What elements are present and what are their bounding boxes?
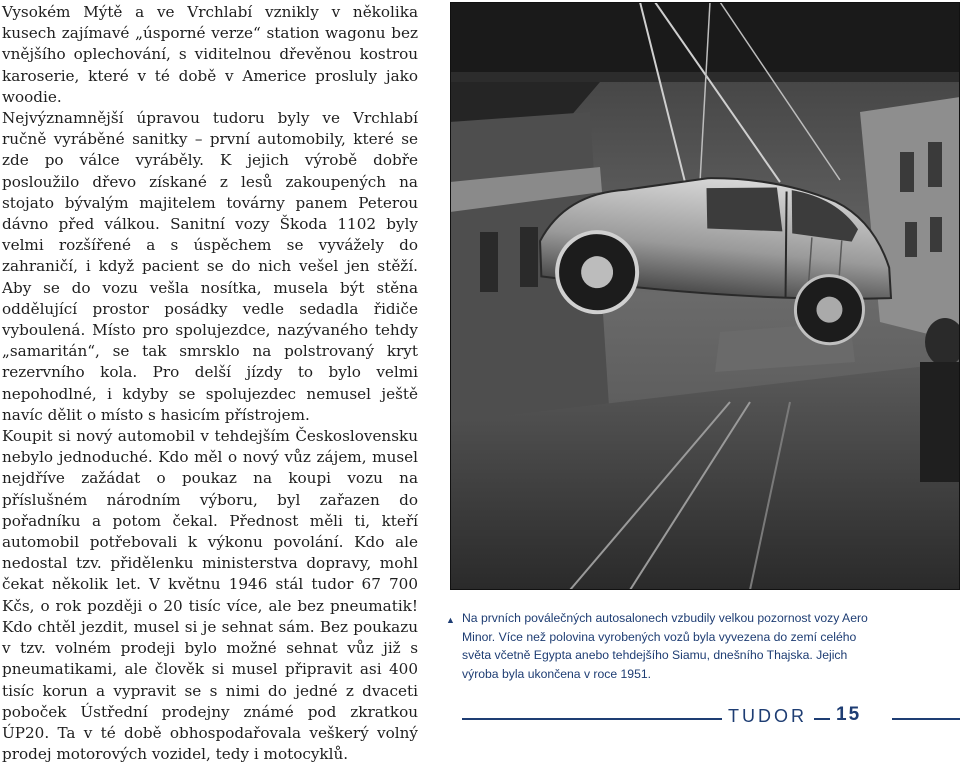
caption-text: Na prvních poválečných autosalonech vzbudily velkou pozornost vozy Aero Minor. Více než polovina vyrobených vozů byla vyvezena do zemí celého světa včetně Egypta anebo tehdejšího Siamu, dnešního Thajska. Jejich výroba byla ukončena v roce 1951. [462,611,868,681]
article-paragraph: Vysokém Mýtě a ve Vrchlabí vznikly v několika kusech zajímavé „úsporné verze“ station wagonu bez vnějšího oplechování, s viditelnou dřevěnou kostrou karoserie, které v té době v Americe prosluly jako woodie. [2,3,418,106]
historic-photo-car-crane [450,2,960,590]
article-paragraph: Koupit si nový automobil v tehdejším Československu nebylo jednoduché. Kdo měl o nový vůz zájem, musel nejdříve zažádat o poukaz na koupi vozu na příslušném národním výboru, byl zařazen do pořadníku a potom čekal. Přednost měli ti, kteří automobil potřebovali k výkonu povolání. Kdo ale nedostal tzv. přidělenku ministerstva dopravy, mohl čekat několik let. V květnu 1946 stál tudor 67 700 Kčs, o rok později o 20 tisíc více, ale bez pneumatik! Kdo chtěl jezdit, musel si je sehnat sám. Bez poukazu v tzv. volném prodeji bylo možné sehnat vůz již s pneumatikami, ale člověk si musel připravit asi 400 tisíc korun a vypravit se s nimi do jedné z dvaceti poboček Ústřední prodejny známé pod zkratkou ÚP20. Ta v té době obhospodařovala veškerý volný prodej motorových vozidel, tedy i motocyklů. [2,427,418,764]
photo-caption [446,609,876,683]
triangle-up-icon: ▲ [446,615,455,625]
running-title: TUDOR [722,705,814,727]
article-paragraph: Nejvýznamnější úpravou tudoru byly ve Vrchlabí ručně vyráběné sanitky – první automobily, které se zde po válce vyráběly. K jejich výrobě dobře posloužilo dřevo získané z lesů zakoupených na stojato bývalým majitelem továrny panem Peterou dávno před válkou. Sanitní vozy Škoda 1102 byly velmi rozšířené a s úspěchem se vyvážely do zahraničí, i když pacient se do nich vešel jen stěží. Aby se do vozu vešla nosítka, musela být stěna oddělující prostor posádky vedle sedadla řidiče vyboulená. Místo pro spolujezdce, nazývaného tehdy „samaritán“, se tak smrsklo na polstrovaný kryt rezervního kola. Pro delší jízdy to bylo velmi nepohodlné, i kdyby se spolujezdec nemusel ještě navíc dělit o místo s hasicím přístrojem. [2,109,418,424]
article-body [2,2,418,765]
page-number: 15 [830,704,892,726]
